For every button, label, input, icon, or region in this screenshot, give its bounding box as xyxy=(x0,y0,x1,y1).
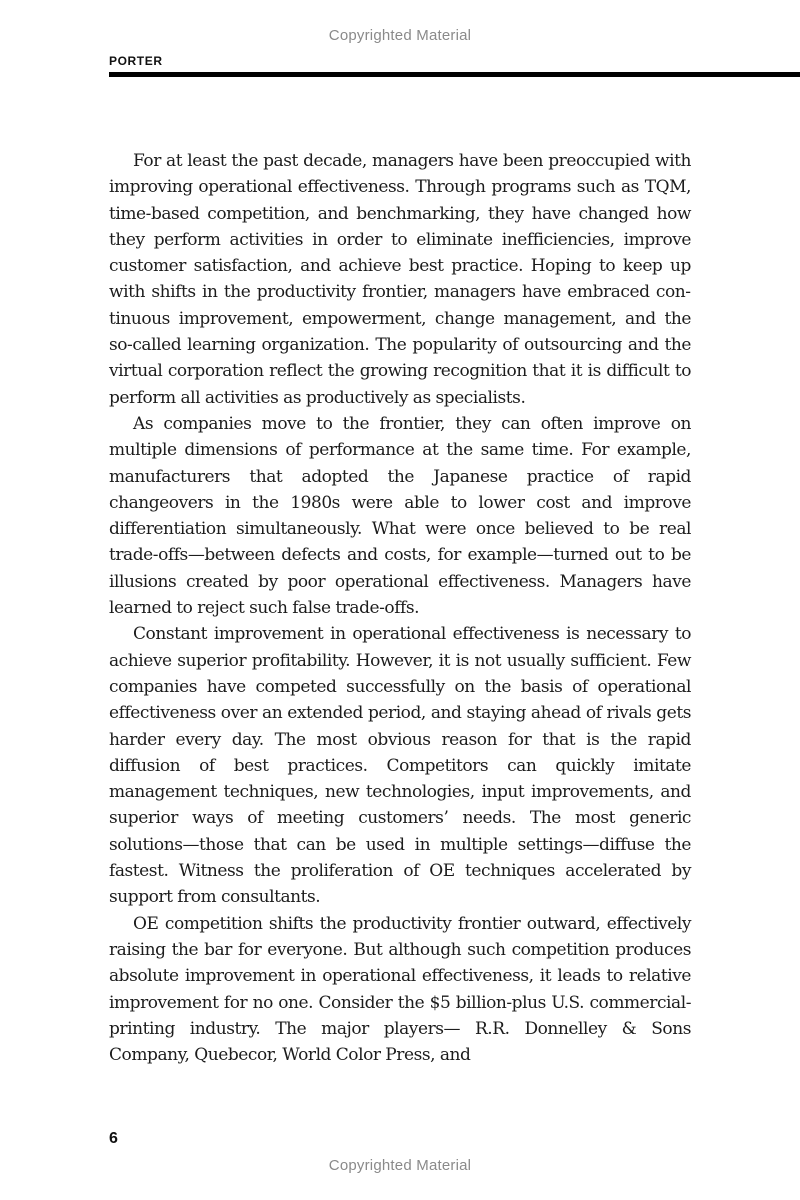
copyright-watermark-bottom: Copyrighted Material xyxy=(328,1157,472,1174)
copyright-watermark-top: Copyrighted Material xyxy=(328,27,472,44)
paragraph: Constant improvement in operational effectiveness is necessary to achieve superior profitability. However, it is not usually sufficient. Few companies have competed successfully on the basis of operational effectiveness over an extended period, and staying ahead of rivals gets harder every day. The most obvious reason for that is the rapid diffusion of best practices. Competitors can quickly imitate management techniques, new technologies, input improvements, and superior ways of meeting customers’ needs. The most generic solutions—those that can be used in multiple settings—diffuse the fastest. Witness the proliferation of OE techniques accelerated by support from consultants. xyxy=(109,624,691,908)
header-rule xyxy=(109,72,800,77)
body-text xyxy=(109,148,691,1068)
page-number: 6 xyxy=(109,1130,118,1147)
paragraph: OE competition shifts the productivity frontier outward, effectively raising the bar for everyone. But although such competition produces absolute improvement in operational effectiveness, it leads to relative improvement for no one. Consider the $5 billion-plus U.S. commercial-printing industry. The major players— R.R. Donnelley & Sons Company, Quebecor, World Color Press, and xyxy=(109,913,691,1066)
running-head: PORTER xyxy=(109,54,163,68)
paragraph: As companies move to the frontier, they can often improve on multiple dimensions of performance at the same time. For example, manufacturers that adopted the Japanese practice of rapid changeovers in the 1980s were able to lower cost and improve differentiation simultaneously. What were once believed to be real trade-offs—between defects and costs, for example—turned out to be illusions created by poor operational effectiveness. Managers have learned to reject such false trade-offs. xyxy=(109,413,691,619)
paragraph: For at least the past decade, managers have been preoccupied with improving operational effectiveness. Through programs such as TQM, time-based competition, and benchmarking, they have changed how they perform activities in order to eliminate inefficiencies, improve customer satisfaction, and achieve best practice. Hoping to keep up with shifts in the productivity frontier, managers have embraced continuous improvement, empowerment, change management, and the so-called learning organization. The popularity of outsourcing and the virtual corporation reflect the growing recognition that it is difficult to perform all activities as productively as specialists. xyxy=(109,151,691,408)
